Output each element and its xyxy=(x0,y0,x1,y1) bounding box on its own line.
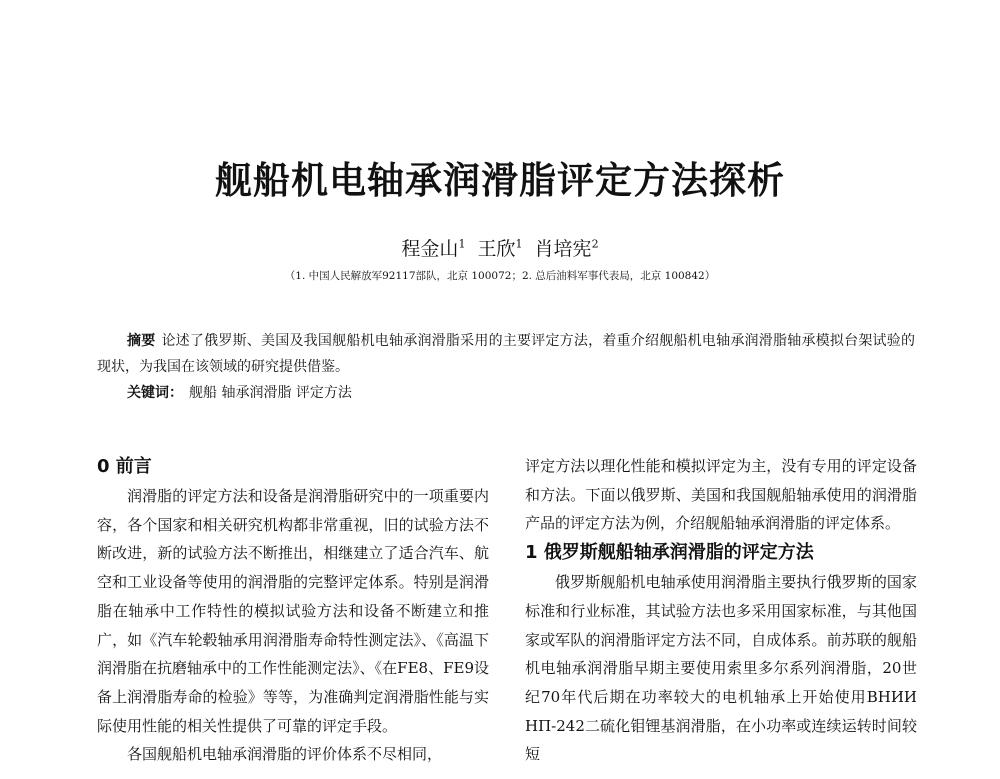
abstract-label: 摘要 xyxy=(127,333,156,349)
abstract xyxy=(97,328,915,380)
paragraph: 润滑脂的评定方法和设备是润滑脂研究中的一项重要内容，各个国家和相关研究机构都非常重视，旧的试验方法不断改进，新的试验方法不断推出，相继建立了适合汽车、航空和工业设备等使用的润滑脂的完整评定体系。特别是润滑脂在轴承中工作特性的模拟试验方法和设备不断建立和推广，如《汽车轮毂轴承用润滑脂寿命特性测定法》、《高温下润滑脂在抗磨轴承中的工作性能测定法》、《在FE8、FE9设备上润滑脂寿命的检验》等等，为准确判定润滑脂性能与实际使用性能的相关性提供了可靠的评定手段。 xyxy=(97,487,489,735)
keywords xyxy=(127,380,352,406)
abstract-text: 论述了俄罗斯、美国及我国舰船机电轴承润滑脂采用的主要评定方法，着重介绍舰船机电轴承润滑脂轴承模拟台架试验的现状，为我国在该领域的研究提供借鉴。 xyxy=(97,333,916,375)
paragraph: 各国舰船机电轴承润滑脂的评价体系不尽相同， xyxy=(127,745,443,764)
paper-title: 舰船机电轴承润滑脂评定方法探析 xyxy=(215,159,785,202)
author: 王欣$^1$ xyxy=(477,237,523,260)
author: 肖培宪$^2$ xyxy=(534,237,599,260)
paragraph: 评定方法以理化性能和模拟评定为主，没有专用的评定设备和方法。下面以俄罗斯、美国和我国舰船轴承使用的润滑脂产品的评定方法为例，介绍舰船轴承润滑脂的评定体系。 xyxy=(525,457,917,533)
section-heading-russia: 1 俄罗斯舰船轴承润滑脂的评定方法 xyxy=(525,542,814,564)
paragraph: 俄罗斯舰船机电轴承使用润滑脂主要执行俄罗斯的国家标准和行业标准，其试验方法也多采用国家标准，与其他国家或军队的润滑脂评定方法不同，自成体系。前苏联的舰船机电轴承润滑脂早期主要使用索里多尔系列润滑脂，20世纪70年代后期在功率较大的电机轴承上开始使用ВНИИ НП-242二硫化钼锂基润滑脂，在小功率或连续运转时间较短 xyxy=(525,573,917,764)
affiliation: （1. 中国人民解放军92117部队，北京 100072；2. 总后油料军事代表局，北京 100842） xyxy=(284,270,716,282)
section-heading-intro: 0 前言 xyxy=(97,456,152,477)
keywords-text: 舰船 轴承润滑脂 评定方法 xyxy=(189,385,352,401)
keywords-label: 关键词： xyxy=(127,385,183,401)
right-column xyxy=(525,452,917,769)
left-column xyxy=(97,452,489,769)
author-list xyxy=(0,234,1000,261)
author: 程金山$^1$ xyxy=(401,237,466,260)
